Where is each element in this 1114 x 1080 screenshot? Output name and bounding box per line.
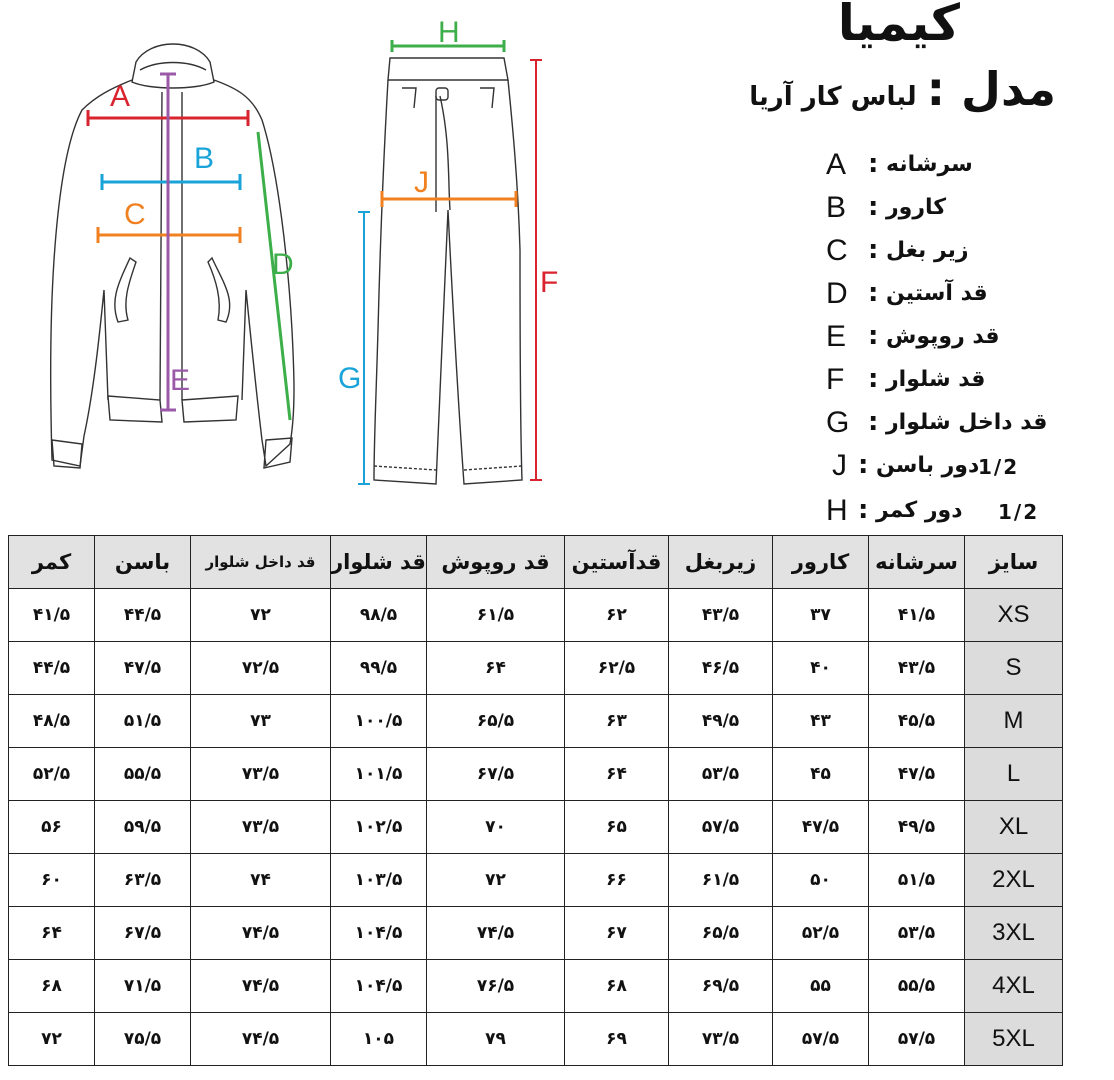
table-cell: ۶۸	[565, 960, 669, 1013]
table-cell: ۴۹/۵	[869, 801, 965, 854]
table-cell: ۷۲/۵	[191, 642, 331, 695]
table-cell: ۶۵	[565, 801, 669, 854]
table-cell: ۷۰	[427, 801, 565, 854]
table-cell: ۷۶/۵	[427, 960, 565, 1013]
table-cell: ۶۱/۵	[669, 854, 773, 907]
size-cell: M	[965, 695, 1063, 748]
legend-label: سرشانه	[886, 152, 973, 177]
table-header-row	[9, 536, 1063, 589]
table-row	[9, 801, 1063, 854]
legend-row-b: B : کارور	[780, 188, 1080, 228]
label-e: E	[170, 364, 191, 397]
legend-label: دور کمر	[876, 498, 963, 523]
table-cell: ۴۰	[773, 642, 869, 695]
table-cell: ۶۹	[565, 1013, 669, 1066]
brand-title: کیمیا	[837, 0, 960, 52]
table-cell: ۷۳/۵	[669, 1013, 773, 1066]
table-cell: ۶۲/۵	[565, 642, 669, 695]
table-cell: ۵۶	[9, 801, 95, 854]
table-cell: ۱۰۲/۵	[331, 801, 427, 854]
legend-label: دور باسن	[876, 453, 980, 478]
jacket-diagram	[40, 30, 310, 480]
table-cell: ۷۴/۵	[191, 1013, 331, 1066]
table-cell: ۴۵/۵	[869, 695, 965, 748]
model-key: مدل :	[926, 62, 1056, 116]
legend-row-j: J : 1/2 دور باسن	[780, 446, 1080, 486]
label-a: A	[110, 80, 131, 113]
table-cell: ۷۴	[191, 854, 331, 907]
legend-label: قد روپوش	[886, 324, 1000, 349]
column-header: کارور	[773, 536, 869, 589]
model-line	[749, 62, 1056, 116]
legend-row-c: C : زیر بغل	[780, 231, 1080, 271]
table-cell: ۵۰	[773, 854, 869, 907]
legend-letter: J	[832, 449, 847, 482]
legend-row-g: G : قد داخل شلوار	[780, 403, 1080, 443]
table-cell: ۵۷/۵	[773, 1013, 869, 1066]
legend-prefix: 1/2	[978, 455, 1020, 479]
legend-row-e: E : قد روپوش	[780, 317, 1080, 357]
table-cell: ۴۱/۵	[869, 589, 965, 642]
size-cell: 5XL	[965, 1013, 1063, 1066]
table-cell: ۵۵/۵	[95, 748, 191, 801]
table-cell: ۷۳/۵	[191, 801, 331, 854]
table-cell: ۶۲	[565, 589, 669, 642]
table-cell: ۵۹/۵	[95, 801, 191, 854]
table-cell: ۶۴	[427, 642, 565, 695]
table-cell: ۷۹	[427, 1013, 565, 1066]
table-cell: ۶۷/۵	[95, 907, 191, 960]
table-cell: ۶۳/۵	[95, 854, 191, 907]
table-row	[9, 960, 1063, 1013]
legend-label: زیر بغل	[886, 238, 969, 263]
table-row	[9, 695, 1063, 748]
table-cell: ۷۳/۵	[191, 748, 331, 801]
table-cell: ۶۵/۵	[427, 695, 565, 748]
label-b: B	[194, 142, 215, 175]
table-cell: ۵۱/۵	[869, 854, 965, 907]
legend-letter: F	[826, 363, 845, 396]
size-cell: 3XL	[965, 907, 1063, 960]
table-cell: ۹۹/۵	[331, 642, 427, 695]
table-cell: ۳۷	[773, 589, 869, 642]
size-cell: S	[965, 642, 1063, 695]
legend-row-d: D : قد آستین	[780, 274, 1080, 314]
table-cell: ۷۲	[191, 589, 331, 642]
legend-letter: H	[826, 494, 848, 527]
table-cell: ۴۴/۵	[95, 589, 191, 642]
table-cell: ۶۸	[9, 960, 95, 1013]
table-cell: ۴۸/۵	[9, 695, 95, 748]
table-cell: ۴۴/۵	[9, 642, 95, 695]
table-cell: ۷۴/۵	[191, 907, 331, 960]
column-header: قدآستین	[565, 536, 669, 589]
table-cell: ۵۱/۵	[95, 695, 191, 748]
table-cell: ۴۵	[773, 748, 869, 801]
column-header: قد روپوش	[427, 536, 565, 589]
table-cell: ۶۶	[565, 854, 669, 907]
table-cell: ۱۰۴/۵	[331, 960, 427, 1013]
table-cell: ۶۴	[565, 748, 669, 801]
table-cell: ۵۵/۵	[869, 960, 965, 1013]
trousers-diagram	[330, 10, 560, 490]
table-cell: ۶۹/۵	[669, 960, 773, 1013]
label-h: H	[438, 16, 460, 49]
legend-row-a: A : سرشانه	[780, 145, 1080, 185]
legend-label: قد شلوار	[886, 367, 986, 392]
legend-row-f: F : قد شلوار	[780, 360, 1080, 400]
table-cell: ۴۳	[773, 695, 869, 748]
table-cell: ۴۶/۵	[669, 642, 773, 695]
label-j: J	[414, 166, 429, 199]
legend-label: قد آستین	[886, 281, 988, 306]
table-cell: ۶۷/۵	[427, 748, 565, 801]
column-header: قد شلوار	[331, 536, 427, 589]
table-cell: ۷۴/۵	[191, 960, 331, 1013]
table-cell: ۶۷	[565, 907, 669, 960]
model-value: لباس کار آریا	[749, 82, 917, 112]
legend-label: کارور	[886, 195, 947, 220]
table-cell: ۵۷/۵	[869, 1013, 965, 1066]
table-cell: ۴۷/۵	[773, 801, 869, 854]
size-table-body	[9, 589, 1063, 1066]
table-row	[9, 642, 1063, 695]
size-table	[8, 535, 1063, 1066]
column-header: باسن	[95, 536, 191, 589]
table-cell: ۵۲/۵	[9, 748, 95, 801]
table-row	[9, 589, 1063, 642]
table-cell: ۴۳/۵	[869, 642, 965, 695]
size-cell: 2XL	[965, 854, 1063, 907]
table-cell: ۱۰۳/۵	[331, 854, 427, 907]
column-header: قد داخل شلوار	[191, 536, 331, 589]
table-row	[9, 907, 1063, 960]
legend-letter: G	[826, 406, 850, 439]
legend-letter: C	[826, 234, 848, 267]
table-cell: ۶۳	[565, 695, 669, 748]
table-cell: ۱۰۰/۵	[331, 695, 427, 748]
size-cell: 4XL	[965, 960, 1063, 1013]
table-cell: ۵۷/۵	[669, 801, 773, 854]
table-row	[9, 854, 1063, 907]
label-d: D	[272, 248, 294, 281]
label-g: G	[338, 362, 362, 395]
table-cell: ۶۵/۵	[669, 907, 773, 960]
column-header: سرشانه	[869, 536, 965, 589]
legend-label: قد داخل شلوار	[886, 410, 1048, 435]
size-cell: XL	[965, 801, 1063, 854]
table-cell: ۷۵/۵	[95, 1013, 191, 1066]
table-cell: ۵۳/۵	[669, 748, 773, 801]
column-header: زیربغل	[669, 536, 773, 589]
legend-prefix: 1/2	[998, 500, 1040, 524]
size-cell: L	[965, 748, 1063, 801]
table-cell: ۵۵	[773, 960, 869, 1013]
table-cell: ۴۱/۵	[9, 589, 95, 642]
table-row	[9, 1013, 1063, 1066]
legend-letter: E	[826, 320, 847, 353]
table-cell: ۴۷/۵	[869, 748, 965, 801]
table-cell: ۱۰۱/۵	[331, 748, 427, 801]
label-c: C	[124, 198, 146, 231]
table-cell: ۶۱/۵	[427, 589, 565, 642]
table-cell: ۷۲	[9, 1013, 95, 1066]
table-cell: ۱۰۴/۵	[331, 907, 427, 960]
legend-row-h: H : 1/2 دور کمر	[780, 491, 1080, 531]
legend-letter: B	[826, 191, 847, 224]
legend-letter: D	[826, 277, 848, 310]
table-cell: ۶۴	[9, 907, 95, 960]
table-cell: ۴۹/۵	[669, 695, 773, 748]
column-header: کمر	[9, 536, 95, 589]
table-cell: ۵۲/۵	[773, 907, 869, 960]
table-cell: ۶۰	[9, 854, 95, 907]
table-cell: ۷۲	[427, 854, 565, 907]
table-cell: ۷۳	[191, 695, 331, 748]
column-header: سایز	[965, 536, 1063, 589]
table-cell: ۴۳/۵	[669, 589, 773, 642]
table-cell: ۱۰۵	[331, 1013, 427, 1066]
table-cell: ۴۷/۵	[95, 642, 191, 695]
table-cell: ۷۱/۵	[95, 960, 191, 1013]
table-cell: ۵۳/۵	[869, 907, 965, 960]
table-row	[9, 748, 1063, 801]
size-cell: XS	[965, 589, 1063, 642]
legend-letter: A	[826, 148, 847, 181]
table-cell: ۹۸/۵	[331, 589, 427, 642]
table-cell: ۷۴/۵	[427, 907, 565, 960]
label-f: F	[540, 266, 559, 299]
